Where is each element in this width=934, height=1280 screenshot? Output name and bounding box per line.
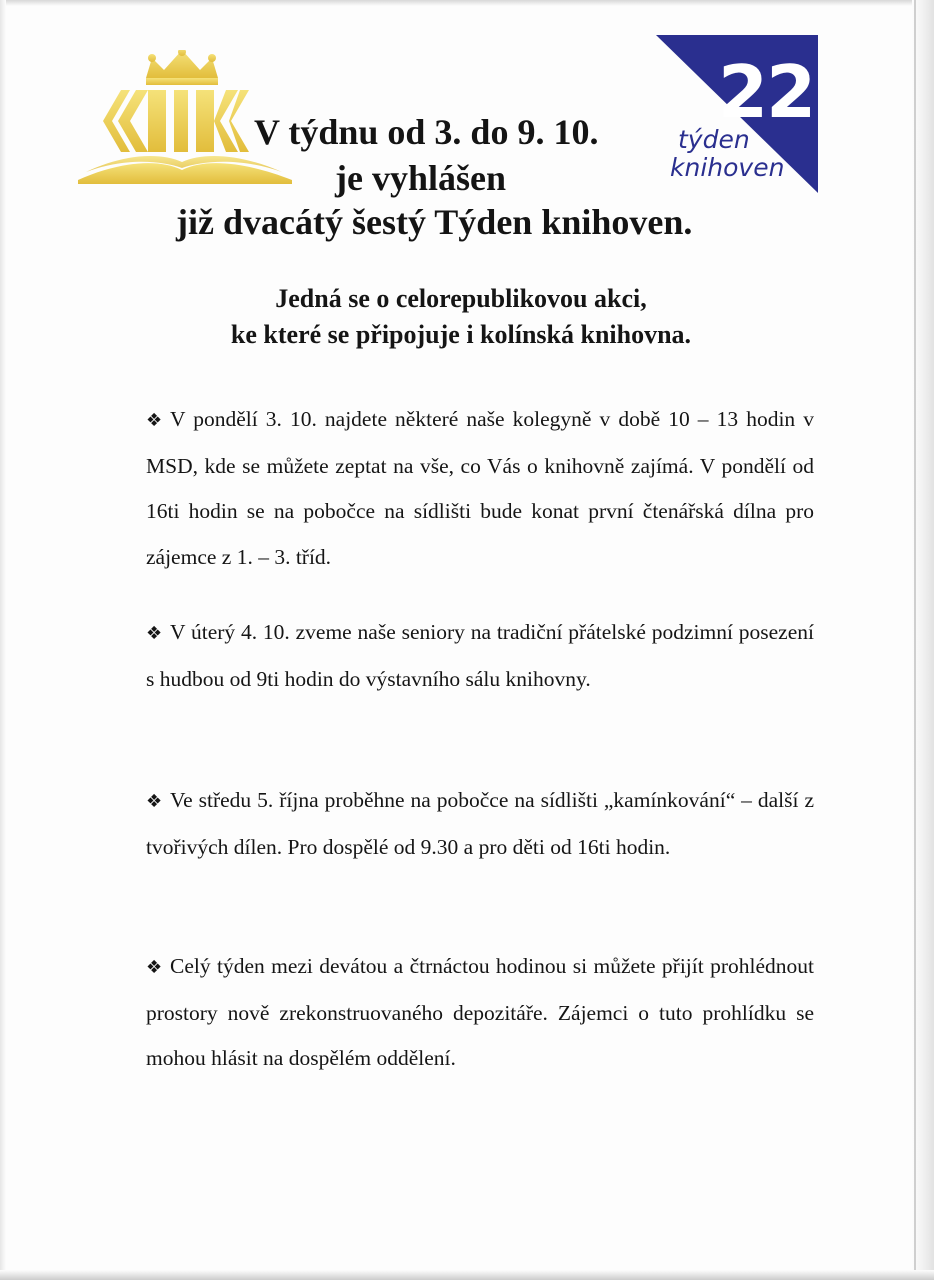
list-item xyxy=(146,397,814,580)
badge-word-knihoven: knihoven xyxy=(670,153,785,182)
list-item xyxy=(146,944,814,1082)
scan-edge-right-line xyxy=(914,0,916,1280)
scan-edge-left xyxy=(0,0,6,1280)
intro-line-1: Jedná se o celorepublikovou akci, xyxy=(275,284,647,313)
list-item xyxy=(146,778,814,870)
scan-edge-top xyxy=(0,0,934,6)
list-item-text: Ve středu 5. října proběhne na pobočce na sídlišti „kamínkování“ – další z tvořivých dílen. Pro dospělé od 9.30 a pro děti od 16ti hodin. xyxy=(146,788,814,859)
letter-k-left xyxy=(103,90,166,152)
diamond-bullet-icon: ❖ xyxy=(146,410,163,431)
headline-line-3: již dvacátý šestý Týden knihoven. xyxy=(176,202,693,242)
crown-icon xyxy=(146,50,218,85)
list-item xyxy=(146,610,814,702)
intro-line-2: ke které se připojuje i kolínská knihovna. xyxy=(230,320,692,349)
headline-line-1: V týdnu od 3. do 9. 10. xyxy=(254,112,599,152)
list-item-text: Celý týden mezi devátou a čtrnáctou hodinou si můžete přijít prohlédnout prostory nově zrekonstruovaného depozitáře. Zájemci o tuto prohlídku se mohou hlásit na dospělém oddělení. xyxy=(146,954,814,1070)
list-item-text: V pondělí 3. 10. najdete některé naše kolegyně v době 10 – 13 hodin v MSD, kde se můžete zeptat na vše, co Vás o knihovně zajímá. V pondělí od 16ti hodin se na pobočce na sídlišti bude konat první čtenářská dílna pro zájemce z 1. – 3. tříd. xyxy=(146,407,814,569)
headline-line-2: je vyhlášen xyxy=(335,158,506,198)
letter-k-right xyxy=(196,90,249,152)
diamond-bullet-icon: ❖ xyxy=(146,791,163,812)
open-book-icon xyxy=(78,156,292,184)
diamond-bullet-icon: ❖ xyxy=(146,957,163,978)
badge-word-tyden: týden xyxy=(678,125,750,154)
list-item-text: V úterý 4. 10. zveme naše seniory na tradiční přátelské podzimní posezení s hudbou od 9ti hodin do výstavního sálu knihovny. xyxy=(146,620,814,691)
scan-edge-bottom xyxy=(0,1270,934,1280)
badge-number: 22 xyxy=(718,50,815,134)
diamond-bullet-icon: ❖ xyxy=(146,623,163,644)
